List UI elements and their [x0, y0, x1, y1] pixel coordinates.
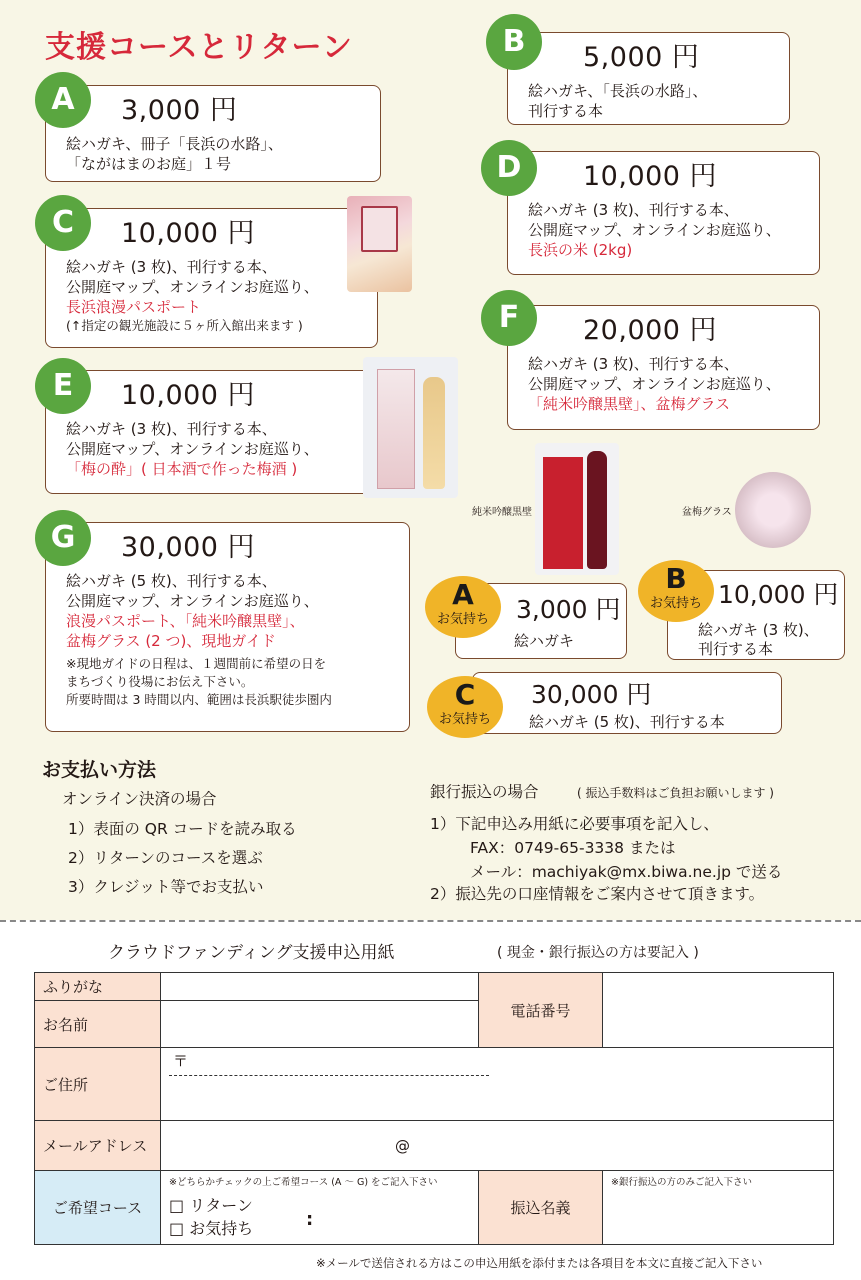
okimochi-desc: 絵ハガキ [514, 632, 575, 650]
online-step-3: 3）クレジット等でお支払い [68, 878, 264, 896]
course-badge-b: B [486, 14, 542, 70]
okimochi-desc: 絵ハガキ (5 枚)、刊行する本 [529, 713, 725, 731]
course-highlight: 盆梅グラス (2 つ)、現地ガイド [66, 632, 276, 650]
course-line: 公開庭マップ、オンラインお庭巡り、 [528, 221, 781, 239]
phone-field[interactable] [603, 973, 834, 1048]
course-price: 3,000 円 [121, 95, 238, 126]
course-badge-a: A [35, 72, 91, 128]
okimochi-tag: お気持ち [649, 596, 702, 611]
course-price: 20,000 円 [583, 315, 718, 346]
course-line: 絵ハガキ (3 枚)、刊行する本、 [66, 258, 277, 276]
page-heading: 支援コースとリターン [45, 30, 353, 65]
option-okimochi[interactable]: □ お気持ち [169, 1219, 254, 1238]
course-note: ※現地ガイドの日程は、１週間前に希望の日を [66, 656, 327, 671]
bank-heading: 銀行振込の場合 [430, 783, 539, 801]
email-label: メールアドレス [35, 1121, 161, 1171]
name-label: お名前 [35, 1001, 161, 1048]
okimochi-tag: お気持ち [436, 612, 489, 627]
okimochi-badge-c [427, 676, 503, 738]
form-title: クラウドファンディング支援申込用紙 [108, 943, 395, 963]
umenosui-image [363, 357, 458, 498]
course-badge-f: F [481, 290, 537, 346]
okimochi-letter: B [665, 562, 687, 595]
course-line: 刊行する本 [528, 102, 604, 120]
online-heading: オンライン決済の場合 [62, 790, 217, 808]
passport-image [347, 196, 412, 292]
okimochi-badge-b [638, 560, 714, 622]
fax-number: FAX：0749-65-3338 または [470, 839, 676, 857]
course-card-d [507, 151, 820, 275]
course-card-a [45, 85, 381, 182]
course-highlight: 「梅の酔」( 日本酒で作った梅酒 ) [66, 460, 298, 478]
transfer-note: ※銀行振込の方のみご記入下さい [611, 1177, 752, 1188]
transfer-name-label: 振込名義 [479, 1171, 603, 1245]
okimochi-card-c [472, 672, 782, 734]
glass-caption: 盆梅グラス [682, 507, 732, 518]
course-price: 30,000 円 [121, 532, 256, 563]
form-title-note: ( 現金・銀行振込の方は要記入 ) [497, 945, 699, 961]
phone-label: 電話番号 [479, 973, 603, 1048]
okimochi-letter: A [452, 578, 474, 611]
bonbai-glass-image [735, 472, 811, 548]
course-card-g [45, 522, 410, 732]
course-line: 公開庭マップ、オンラインお庭巡り、 [528, 375, 781, 393]
course-line: 絵ハガキ (3 枚)、刊行する本、 [528, 201, 739, 219]
course-line: 公開庭マップ、オンラインお庭巡り、 [66, 440, 319, 458]
course-line: 絵ハガキ (3 枚)、刊行する本、 [528, 355, 739, 373]
okimochi-price: 10,000 円 [718, 580, 839, 609]
transfer-name-field[interactable] [603, 1171, 834, 1245]
okimochi-desc2: 刊行する本 [698, 640, 774, 658]
address-field[interactable] [161, 1048, 834, 1121]
okimochi-price: 30,000 円 [531, 680, 652, 709]
okimochi-desc-block [698, 621, 819, 659]
kurokabe-sake-image [535, 443, 619, 575]
course-highlight: 長浜浪漫パスポート [66, 298, 202, 316]
email-address: メール：machiyak@mx.biwa.ne.jp で送る [470, 863, 783, 881]
course-price: 5,000 円 [583, 42, 700, 73]
furigana-field[interactable] [161, 973, 479, 1001]
okimochi-letter: C [454, 678, 476, 711]
at-mark: @ [395, 1136, 410, 1155]
course-highlight: 浪漫パスポート、「純米吟醸黒壁」、 [66, 612, 305, 630]
application-form [34, 972, 834, 1245]
course-card-e [45, 370, 385, 494]
furigana-label: ふりがな [35, 973, 161, 1001]
okimochi-badge-a [425, 576, 501, 638]
course-badge-g: G [35, 510, 91, 566]
okimochi-desc: 絵ハガキ (3 枚)、 [698, 621, 819, 639]
address-label: ご住所 [35, 1048, 161, 1121]
course-price: 10,000 円 [121, 218, 256, 249]
bank-step-1: 1）下記申込み用紙に必要事項を記入し、 [430, 815, 719, 833]
course-note: まちづくり役場にお伝え下さい。 [66, 674, 254, 689]
online-step-2: 2）リターンのコースを選ぶ [68, 849, 263, 867]
okimochi-tag: お気持ち [438, 712, 491, 727]
course-badge-d: D [481, 140, 537, 196]
option-return[interactable]: □ リターン [169, 1196, 253, 1215]
course-note: 所要時間は 3 時間以内、範囲は長浜駅徒歩圏内 [66, 692, 332, 707]
course-line: 絵ハガキ、冊子「長浜の水路」、 [66, 135, 283, 153]
form-footer-note: ※メールで送信される方はこの申込用紙を添付または各項目を本文に直接ご記入下さい [316, 1256, 763, 1270]
course-label: ご希望コース [35, 1171, 161, 1245]
course-note: (↑指定の観光施設に５ヶ所入館出来ます ) [66, 318, 303, 333]
postal-mark: 〒 [173, 1052, 189, 1070]
cut-line [0, 920, 861, 922]
course-card-f [507, 305, 820, 430]
course-colon: : [306, 1209, 314, 1230]
course-line: 絵ハガキ (5 枚)、刊行する本、 [66, 572, 277, 590]
course-highlight: 長浜の米 (2kg) [528, 241, 633, 259]
course-line: 絵ハガキ、「長浜の水路」、 [528, 82, 708, 100]
course-highlight: 「純米吟醸黒壁」、盆梅グラス [528, 395, 731, 413]
course-line: 公開庭マップ、オンラインお庭巡り、 [66, 278, 319, 296]
bank-step-2: 2）振込先の口座情報をご案内させて頂きます。 [430, 885, 765, 903]
sake-caption: 純米吟醸黒壁 [472, 507, 532, 518]
online-step-1: 1）表面の QR コードを読み取る [68, 820, 297, 838]
course-note: ※どちらかチェックの上ご希望コース (A 〜 G) をご記入下さい [169, 1177, 438, 1188]
postal-divider [169, 1075, 489, 1076]
email-field[interactable] [161, 1121, 834, 1171]
course-badge-e: E [35, 358, 91, 414]
course-field[interactable] [161, 1171, 479, 1245]
course-card-b [507, 32, 790, 125]
course-line: 公開庭マップ、オンラインお庭巡り、 [66, 592, 319, 610]
course-card-c [45, 208, 378, 348]
course-price: 10,000 円 [121, 380, 256, 411]
name-field[interactable] [161, 1001, 479, 1048]
course-line: 絵ハガキ (3 枚)、刊行する本、 [66, 420, 277, 438]
bank-note: ( 振込手数料はご負担お願いします ) [577, 786, 774, 800]
course-price: 10,000 円 [583, 161, 718, 192]
okimochi-price: 3,000 円 [516, 595, 621, 624]
payment-heading: お支払い方法 [42, 759, 157, 781]
course-badge-c: C [35, 195, 91, 251]
course-line: 「ながはまのお庭」１号 [66, 155, 232, 173]
